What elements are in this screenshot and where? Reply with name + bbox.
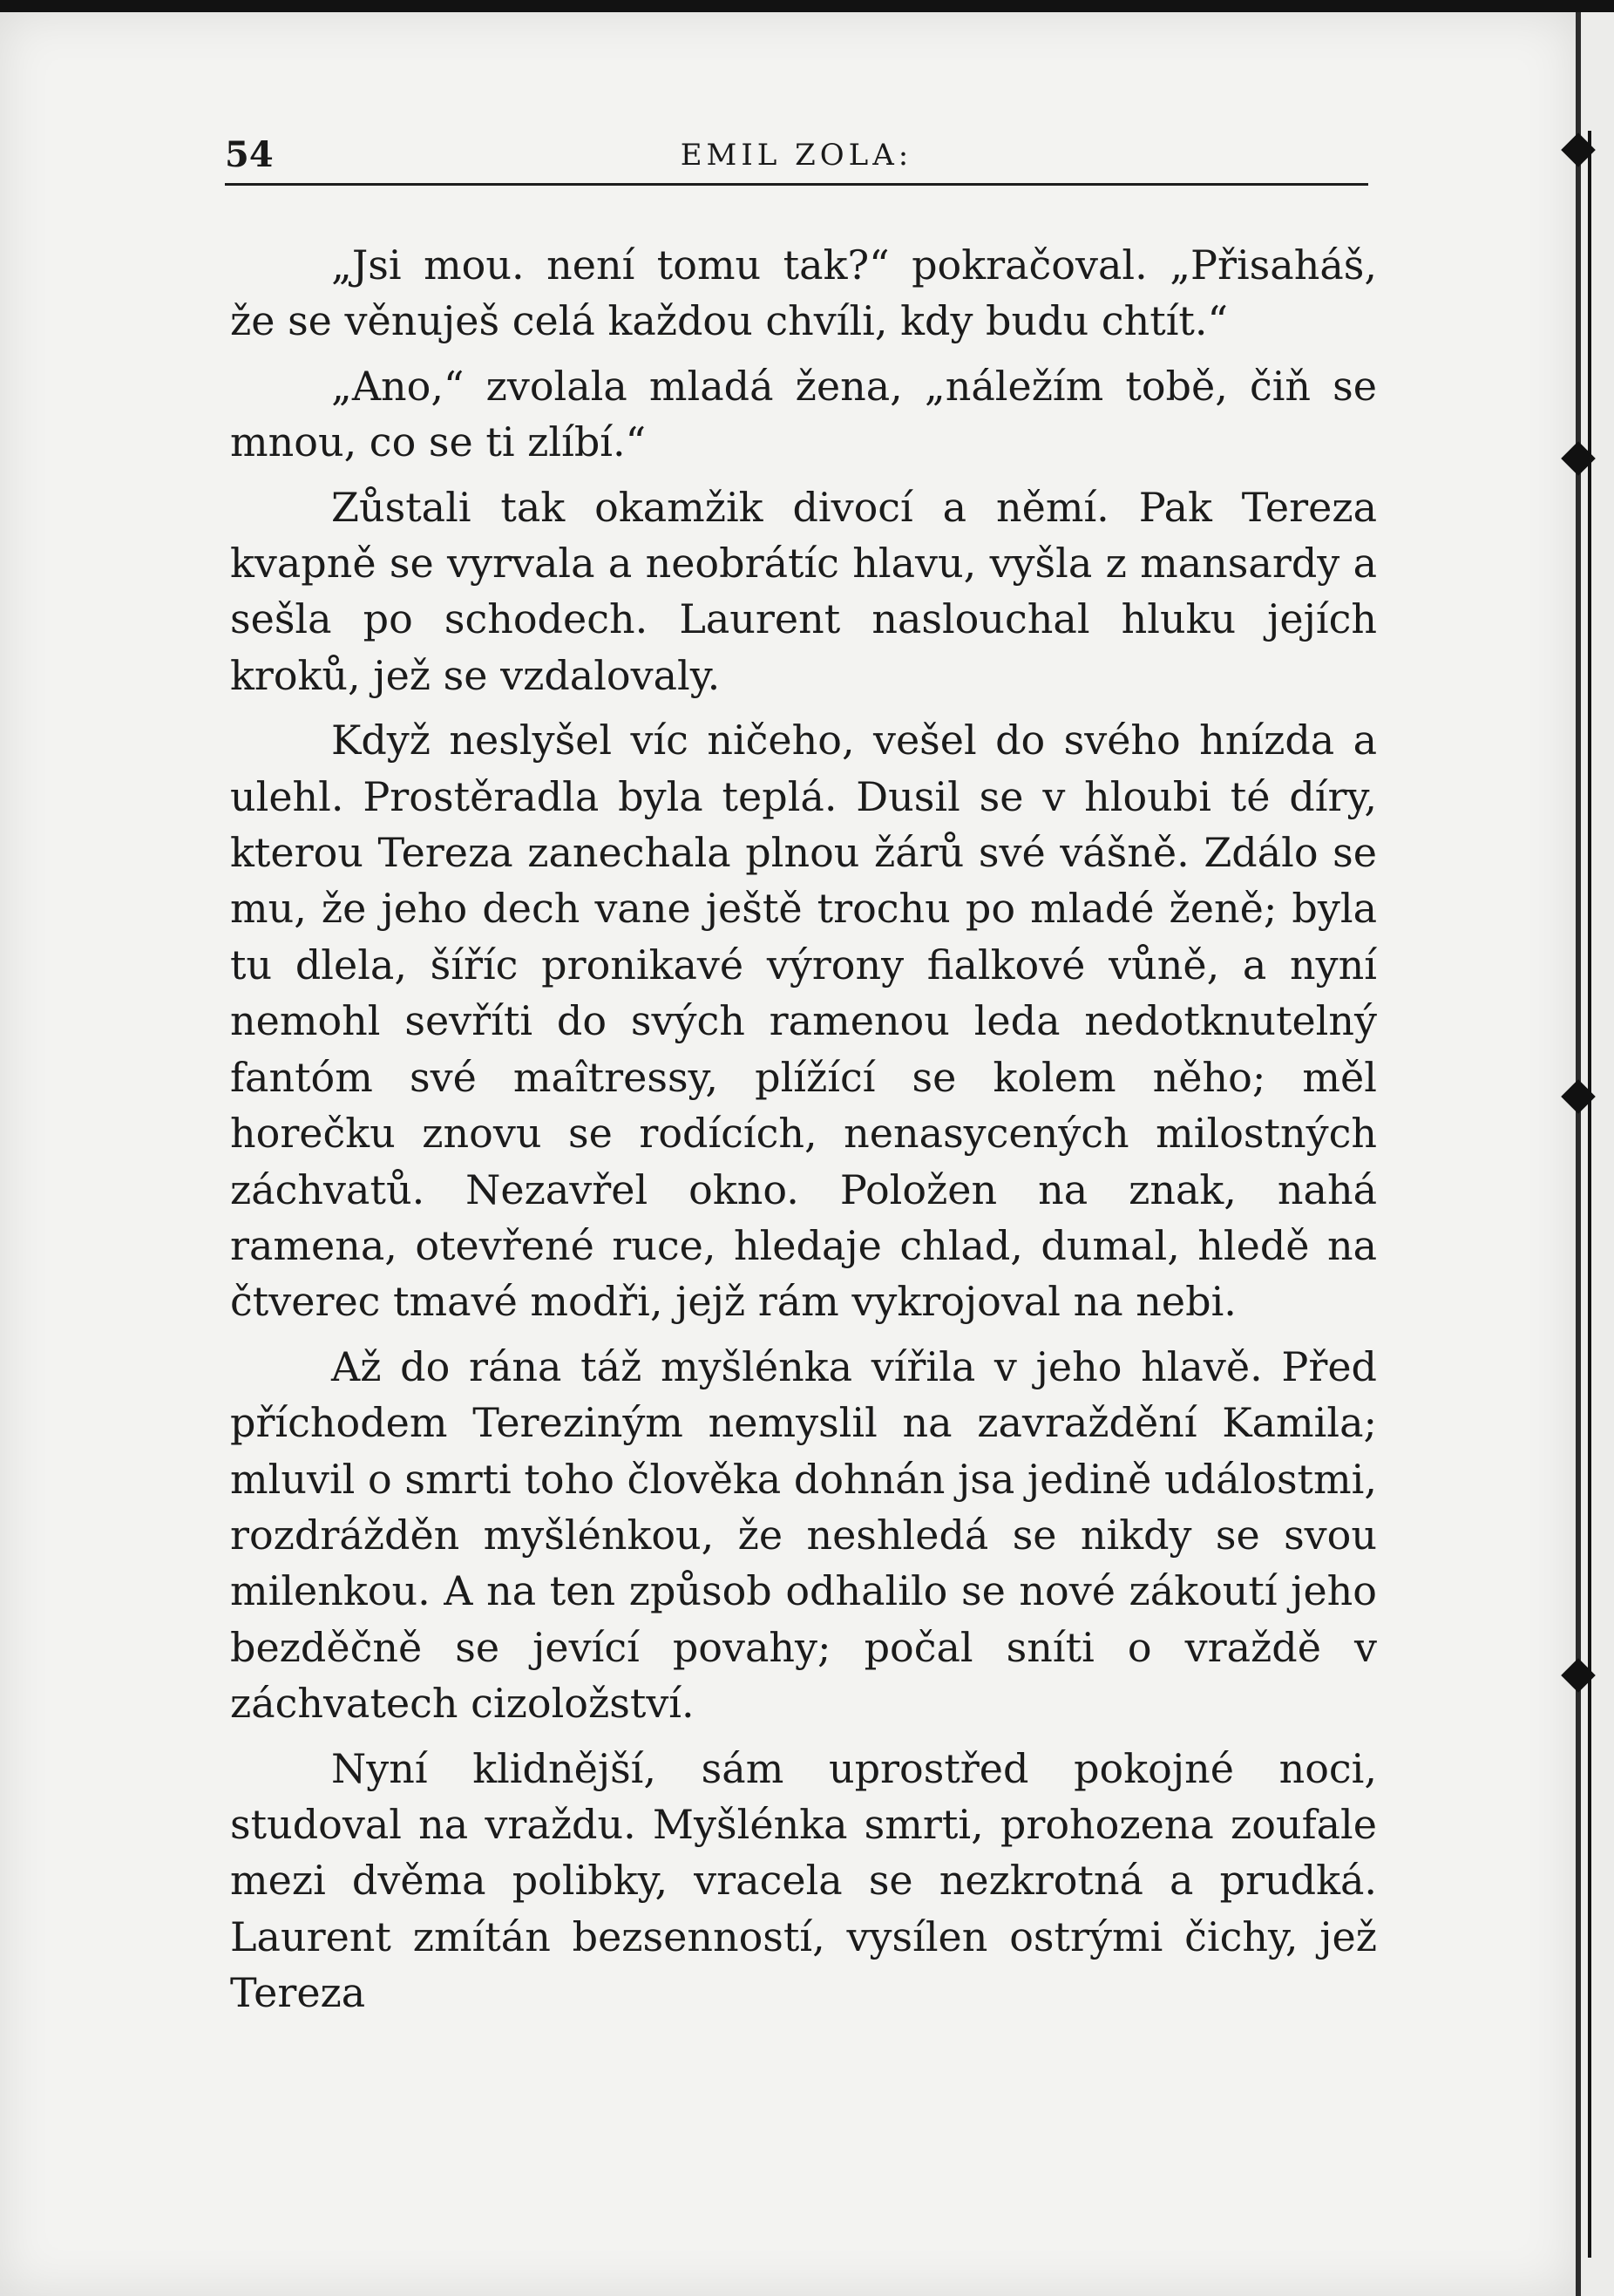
binding-thread	[1588, 131, 1591, 2258]
binding-margin	[1581, 12, 1614, 2296]
paragraph: „Jsi mou. není tomu tak?“ pokračoval. „Přisaháš, že se věnuješ celá každou chvíli, kdy budu chtít.“	[230, 241, 1377, 345]
page-header	[225, 131, 1368, 186]
page-number: 54	[225, 134, 274, 175]
paragraph: Až do rána táž myšlénka vířila v jeho hlavě. Před příchodem Tereziným nemyslil na zavraždění Kamila; mluvil o smrti toho člověka dohnán jsa jedině událostmi, rozdrážděn myšlénkou, že neshledá se nikdy se svou milenkou. A na ten způsob odhalilo se nové zákoutí jeho bezděčně se jevící povahy; počal sníti o vraždě v záchvatech cizoložství.	[230, 1342, 1377, 1728]
running-head: EMIL ZOLA:	[680, 138, 913, 173]
paragraph: Zůstali tak okamžik divocí a němí. Pak Tereza kvapně se vyrvala a neobrátíc hlavu, vyšla z mansardy a sešla po schodech. Laurent naslouchal hluku jejích kroků, jež se vzdalovaly.	[230, 483, 1377, 699]
paragraph: Když neslyšel víc ničeho, vešel do svého hnízda a ulehl. Prostěradla byla teplá. Dusil se v hloubi té díry, kterou Tereza zanechala plnou žárů své vášně. Zdálo se mu, že jeho dech vane ještě trochu po mladé ženě; byla tu dlela, šíříc pronikavé výrony fialkové vůně, a nyní nemohl sevříti do svých ramenou leda nedotknutelný fantóm své maîtressy, plížící se kolem něho; měl horečku znovu se rodících, nenasycených milostných záchvatů. Nezavřel okno. Položen na znak, nahá ramena, otevřené ruce, hledaje chlad, dumal, hledě na čtverec tmavé modři, jejž rám vykrojoval na nebi.	[230, 717, 1377, 1326]
paragraph: „Ano,“ zvolala mladá žena, „náležím tobě, čiň se mnou, co se ti zlíbí.“	[230, 362, 1377, 466]
body-text	[230, 237, 1377, 2021]
paragraph: Nyní klidnější, sám uprostřed pokojné noci, studoval na vraždu. Myšlénka smrti, prohozena zoufale mezi dvěma polibky, vracela se nezkrotná a prudká. Laurent zmítán bezsenností, vysílen ostrými čichy, jež Tereza	[230, 1744, 1377, 2017]
